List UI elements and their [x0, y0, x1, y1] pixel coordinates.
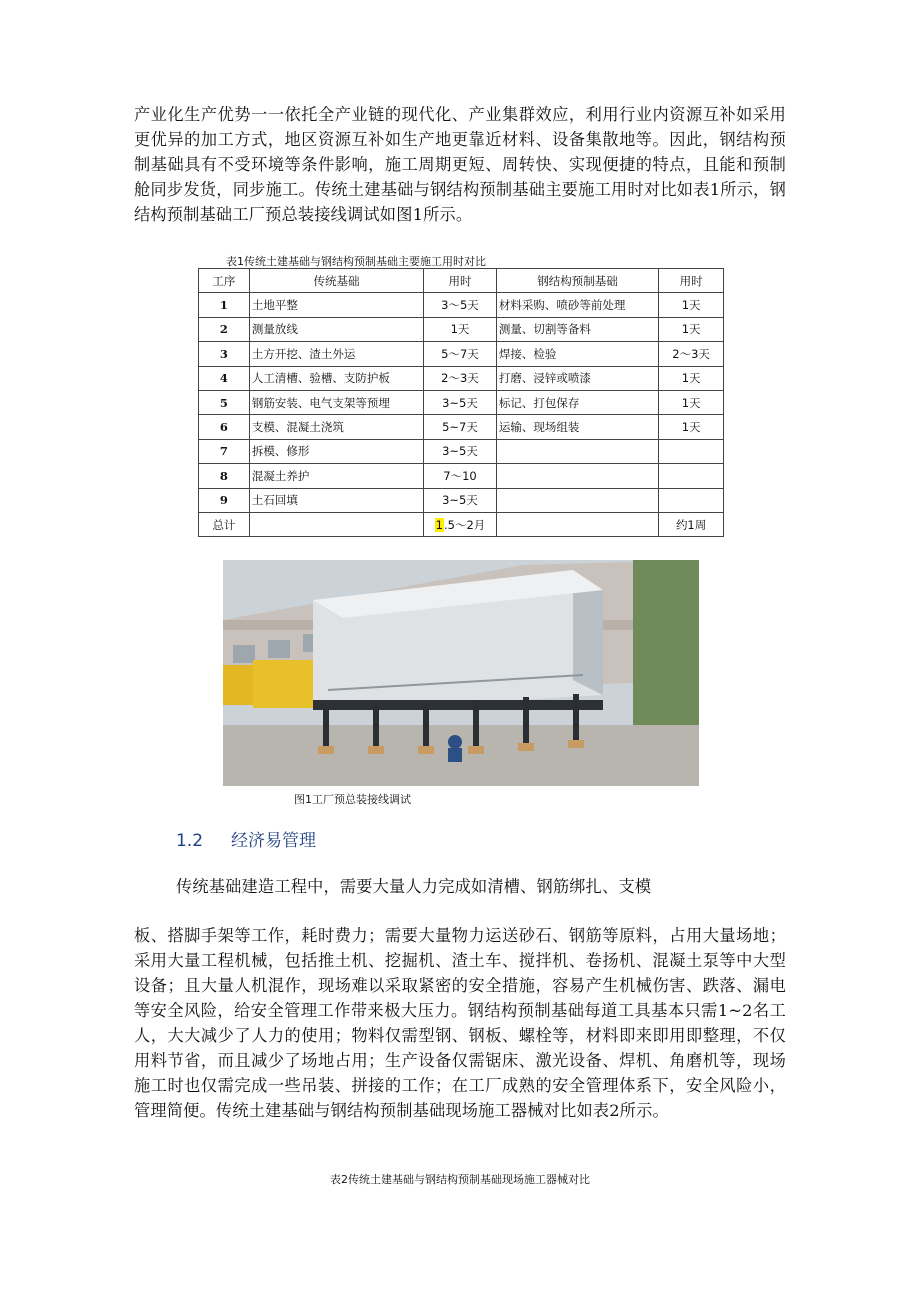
- table-cell: [249, 512, 423, 536]
- table-row: [199, 366, 724, 390]
- table-cell: 2: [199, 317, 250, 341]
- header-cell: 传统基础: [249, 269, 423, 293]
- table-cell: 4: [199, 366, 250, 390]
- table-row: [199, 415, 724, 439]
- table-cell: 1天: [659, 317, 724, 341]
- total-traditional: [424, 512, 497, 536]
- header-cell: 钢结构预制基础: [496, 269, 658, 293]
- table-row: [199, 390, 724, 414]
- table-cell: 混凝土养护: [249, 464, 423, 488]
- table-cell: [496, 512, 658, 536]
- table-cell: 1天: [659, 366, 724, 390]
- table-cell: 运输、现场组装: [496, 415, 658, 439]
- table-cell: [659, 464, 724, 488]
- table-cell: 3~5天: [424, 390, 497, 414]
- table-row: [199, 488, 724, 512]
- table-cell: 2～3天: [424, 366, 497, 390]
- table-cell: 9: [199, 488, 250, 512]
- table-cell: 8: [199, 464, 250, 488]
- table-cell: 支模、混凝土浇筑: [249, 415, 423, 439]
- table-cell: 1天: [424, 317, 497, 341]
- table-total-row: [199, 512, 724, 536]
- table-row: [199, 293, 724, 317]
- table-cell: [659, 439, 724, 463]
- table-cell: [496, 488, 658, 512]
- table-cell: 土地平整: [249, 293, 423, 317]
- table-cell: 材料采购、喷砂等前处理: [496, 293, 658, 317]
- table-cell: 打磨、浸锌或喷漆: [496, 366, 658, 390]
- table-cell: 6: [199, 415, 250, 439]
- section-number: 1.2: [176, 831, 204, 851]
- table-cell: 人工清槽、验槽、支防护板: [249, 366, 423, 390]
- body-paragraph-first-line: 传统基础建造工程中，需要大量人力完成如清槽、钢筋绑扎、支模: [176, 877, 652, 896]
- table-cell: [659, 488, 724, 512]
- highlight-mark: 1: [435, 517, 443, 532]
- table-cell: 土方开挖、渣土外运: [249, 342, 423, 366]
- intro-paragraph: 产业化生产优势一一依托全产业链的现代化、产业集群效应，利用行业内资源互补如采用更优异的加工方式，地区资源互补如生产地更靠近材料、设备集散地等。因此，钢结构预制基础具有不受环境等条件影响，施工周期更短、周转快、实现便捷的特点，且能和预制舱同步发货，同步施工。传统土建基础与钢结构预制基础主要施工用时对比如表1所示，钢结构预制基础工厂预总装接线调试如图1所示。: [134, 105, 786, 224]
- figure1-caption: 图1工厂预总装接线调试: [294, 793, 411, 806]
- table-row: [199, 464, 724, 488]
- header-cell: 用时: [424, 269, 497, 293]
- table-cell: 测量、切割等备料: [496, 317, 658, 341]
- table-cell: 1天: [659, 390, 724, 414]
- table-cell: 7～10: [424, 464, 497, 488]
- header-cell: 用时: [659, 269, 724, 293]
- table-cell: [496, 439, 658, 463]
- table-cell: 拆模、修形: [249, 439, 423, 463]
- factory-assembly-photo: [223, 560, 699, 786]
- total-label: 总计: [199, 512, 250, 536]
- table-cell: 焊接、检验: [496, 342, 658, 366]
- body-paragraph: 板、搭脚手架等工作，耗时费力；需要大量物力运送砂石、钢筋等原料，占用大量场地；采用大量工程机械，包括推土机、挖掘机、渣土车、搅拌机、卷扬机、混凝土泵等中大型设备；且大量人机混作，现场难以采取紧密的安全措施，容易产生机械伤害、跌落、漏电等安全风险，给安全管理工作带来极大压力。钢结构预制基础每道工具基本只需1~2名工人，大大减少了人力的使用；物料仅需型钢、钢板、螺栓等，材料即来即用即整理，不仅用料节省，而且减少了场地占用；生产设备仅需锯床、激光设备、焊机、角磨机等，现场施工时也仅需完成一些吊装、拼接的工作；在工厂成熟的安全管理体系下，安全风险小，管理简便。传统土建基础与钢结构预制基础现场施工器械对比如表2所示。: [134, 926, 786, 1120]
- total-steel: 约1周: [659, 512, 724, 536]
- table1-caption: 表1传统土建基础与钢结构预制基础主要施工用时对比: [226, 255, 486, 268]
- table-row: [199, 317, 724, 341]
- header-cell: 工序: [199, 269, 250, 293]
- table-cell: 2～3天: [659, 342, 724, 366]
- total-traditional-rest: .5～2月: [444, 517, 486, 532]
- table-cell: 1: [199, 293, 250, 317]
- section-heading: [176, 826, 316, 851]
- table1-construction-time-comparison: [198, 268, 724, 537]
- table-cell: 5: [199, 390, 250, 414]
- table-row: [199, 342, 724, 366]
- table-cell: 标记、打包保存: [496, 390, 658, 414]
- table-cell: 3~5天: [424, 488, 497, 512]
- table-cell: 土石回填: [249, 488, 423, 512]
- table-cell: 3~5天: [424, 439, 497, 463]
- table-cell: 5～7天: [424, 342, 497, 366]
- table-cell: 5~7天: [424, 415, 497, 439]
- table-header-row: [199, 269, 724, 293]
- table-cell: 测量放线: [249, 317, 423, 341]
- table-row: [199, 439, 724, 463]
- table-cell: 7: [199, 439, 250, 463]
- table2-caption: 表2传统土建基础与钢结构预制基础现场施工器械对比: [330, 1173, 590, 1186]
- table-cell: 1天: [659, 293, 724, 317]
- table-cell: [496, 464, 658, 488]
- table-cell: 钢筋安装、电气支架等预埋: [249, 390, 423, 414]
- table-cell: 1天: [659, 415, 724, 439]
- table-cell: 3～5天: [424, 293, 497, 317]
- table-cell: 3: [199, 342, 250, 366]
- section-title: 经济易管理: [231, 831, 317, 851]
